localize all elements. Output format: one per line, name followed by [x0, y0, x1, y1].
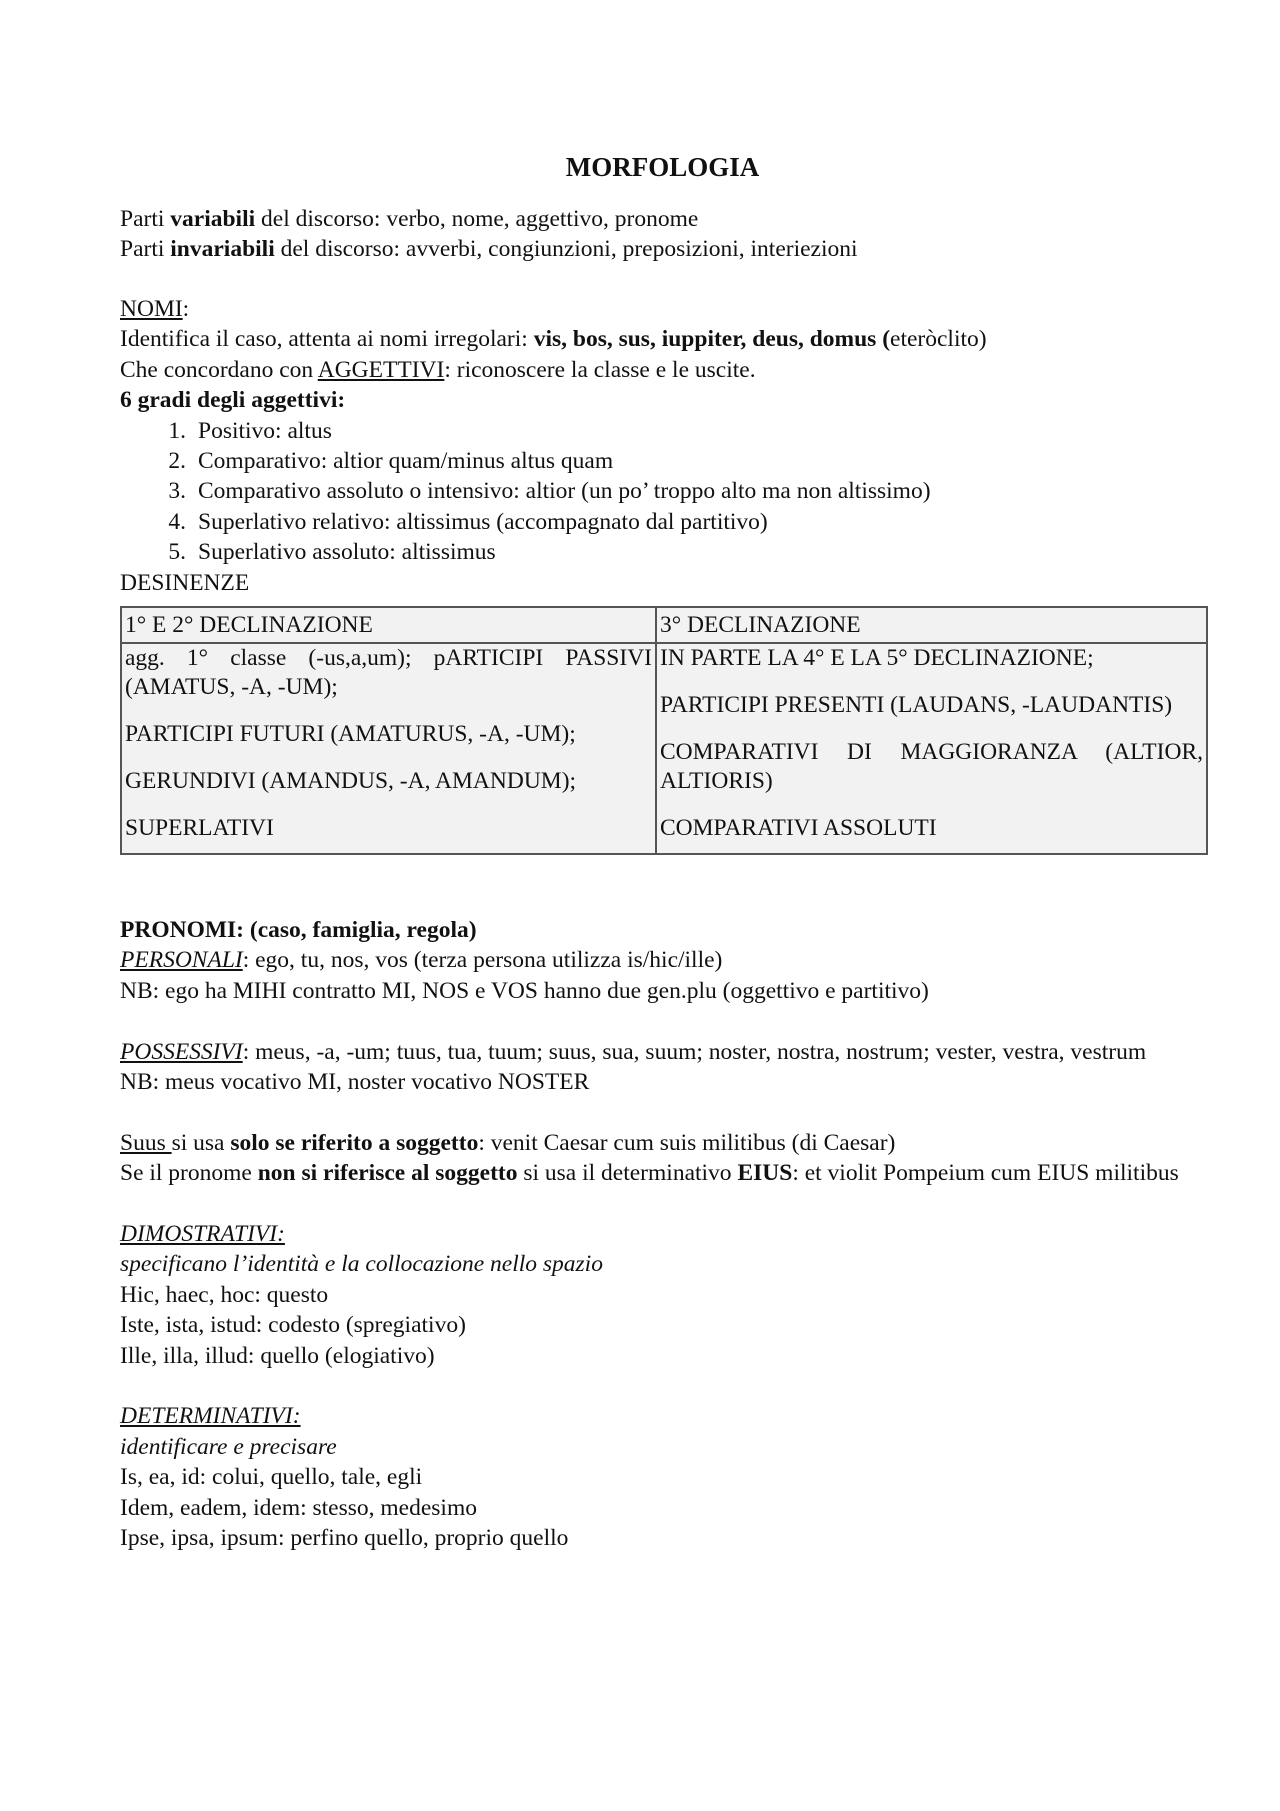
page-title: MORFOLOGIA [565, 152, 760, 182]
cell-paragraph: GERUNDIVI (AMANDUS, -A, AMANDUM); [125, 768, 577, 794]
table-header-cell: 3° DECLINAZIONE [656, 607, 1207, 643]
intro-section [120, 204, 1205, 265]
nomi-heading: NOMI: [120, 296, 190, 322]
cell-paragraph: COMPARATIVI DI MAGGIORANZA (ALTIOR, ALTIORIS) [660, 739, 1203, 794]
table-header-cell: 1° E 2° DECLINAZIONE [121, 607, 656, 643]
table-cell-col2 [656, 643, 1207, 854]
list-item: Ille, illa, illud: quello (elogiativo) [120, 1342, 435, 1369]
list-item: 5. Superlativo assoluto: altissimus [168, 539, 496, 566]
determinativi-desc: identificare e precisare [120, 1433, 337, 1460]
nomi-section [120, 294, 1205, 598]
possessivi-nb: NB: meus vocativo MI, noster vocativo NOSTER [120, 1069, 590, 1096]
table-row [121, 643, 1207, 854]
cell-paragraph: COMPARATIVI ASSOLUTI [660, 815, 937, 841]
nomi-line-irregolari: Identifica il caso, attenta ai nomi irregolari: vis, bos, sus, iuppiter, deus, domus (eteròclito) [120, 326, 987, 353]
list-item: 2. Comparativo: altior quam/minus altus quam [168, 448, 614, 475]
table-cell-col1 [121, 643, 656, 854]
cell-paragraph: SUPERLATIVI [125, 815, 274, 841]
gradi-list [120, 416, 1205, 568]
personali-nb: NB: ego ha MIHI contratto MI, NOS e VOS hanno due gen.plu (oggettivo e partitivo) [120, 977, 929, 1004]
pronomi-heading: PRONOMI: (caso, famiglia, regola) [120, 917, 477, 943]
list-item: 4. Superlativo relativo: altissimus (accompagnato dal partitivo) [168, 508, 768, 535]
cell-paragraph: IN PARTE LA 4° E LA 5° DECLINAZIONE; [660, 645, 1094, 671]
personali-line: PERSONALI: ego, tu, nos, vos (terza persona utilizza is/hic/ille) [120, 947, 723, 974]
desinenze-table [120, 606, 1208, 855]
nomi-line-aggettivi: Che concordano con AGGETTIVI: riconoscere la classe e le uscite. [120, 356, 756, 383]
suus-line: Suus si usa solo se riferito a soggetto: venit Caesar cum suis militibus (di Caesar) [120, 1129, 896, 1156]
list-item: Ipse, ipsa, ipsum: perfino quello, proprio quello [120, 1525, 569, 1552]
table-header-row [121, 607, 1207, 643]
cell-paragraph: PARTICIPI FUTURI (AMATURUS, -A, -UM); [125, 721, 576, 747]
determinativi-heading: DETERMINATIVI: [120, 1403, 301, 1430]
list-item: Hic, haec, hoc: questo [120, 1281, 329, 1308]
list-item: Is, ea, id: colui, quello, tale, egli [120, 1464, 423, 1491]
list-item: 1. Positivo: altus [168, 417, 332, 444]
list-item: Iste, ista, istud: codesto (spregiativo) [120, 1312, 466, 1339]
possessivi-line: POSSESSIVI: meus, -a, -um; tuus, tua, tuum; suus, sua, suum; noster, nostra, nostrum; vester, vestra, vestrum [120, 1038, 1147, 1065]
desinenze-heading: DESINENZE [120, 569, 250, 596]
cell-paragraph: agg. 1° classe (-us,a,um); pARTICIPI PASSIVI (AMATUS, -A, -UM); [125, 645, 652, 700]
intro-line-variabili: Parti variabili del discorso: verbo, nome, aggettivo, pronome [120, 206, 699, 232]
list-item: 3. Comparativo assoluto o intensivo: altior (un po’ troppo alto ma non altissimo) [168, 478, 931, 505]
gradi-heading: 6 gradi degli aggettivi: [120, 387, 346, 414]
dimostrativi-desc: specificano l’identità e la collocazione nello spazio [120, 1251, 603, 1278]
dimostrativi-heading: DIMOSTRATIVI: [120, 1221, 285, 1248]
intro-line-invariabili: Parti invariabili del discorso: avverbi, congiunzioni, preposizioni, interiezioni [120, 236, 858, 263]
list-item: Idem, eadem, idem: stesso, medesimo [120, 1494, 477, 1521]
cell-paragraph: PARTICIPI PRESENTI (LAUDANS, -LAUDANTIS) [660, 692, 1173, 718]
eius-line: Se il pronome non si riferisce al soggetto si usa il determinativo EIUS: et violit Pompeium cum EIUS militibus [120, 1160, 1179, 1187]
pronomi-section [120, 915, 1205, 1553]
